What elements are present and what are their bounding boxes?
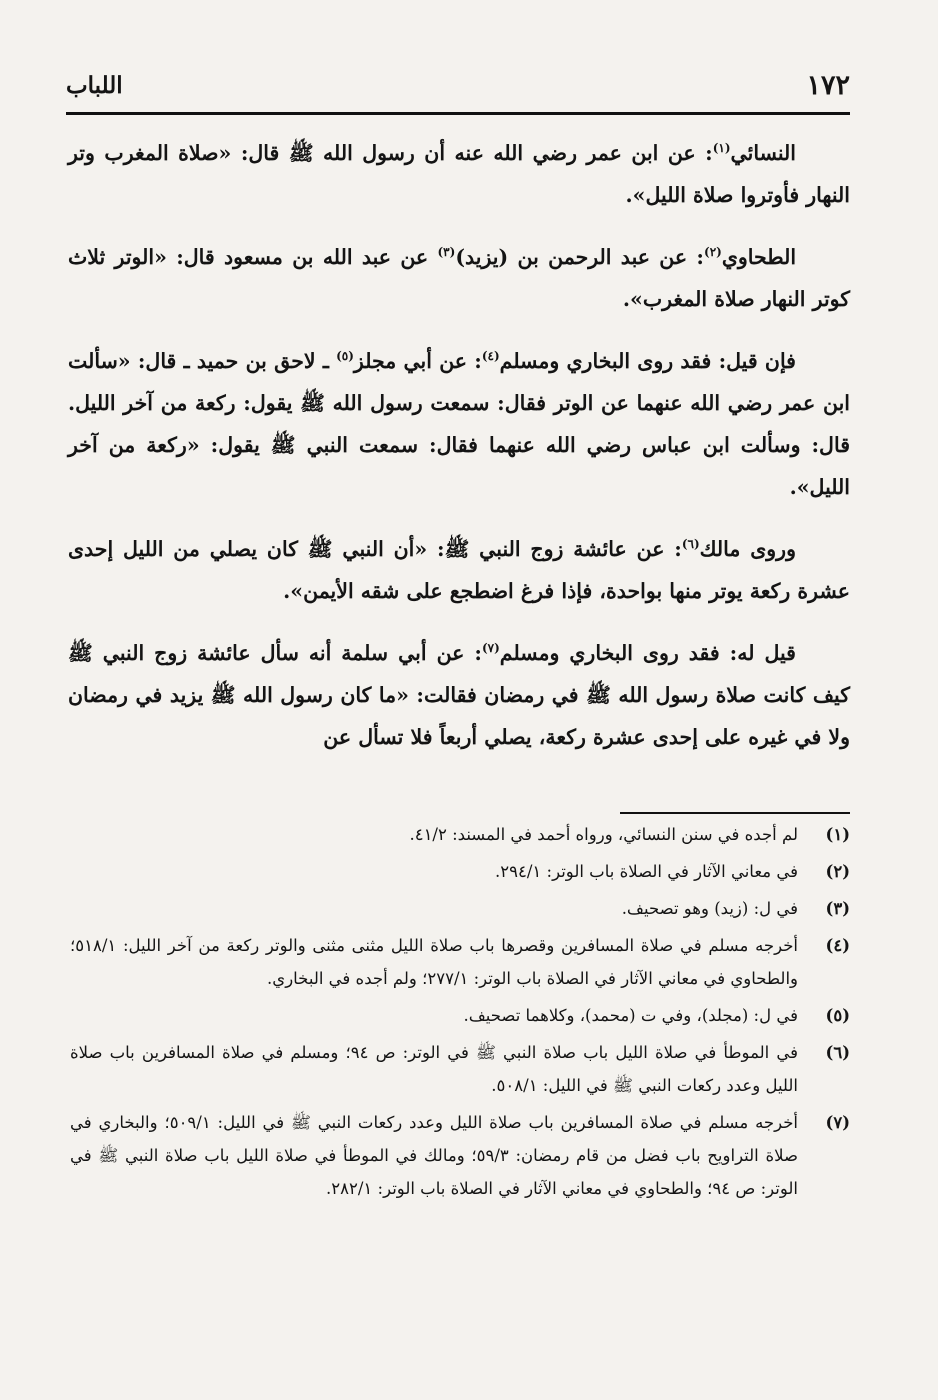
- paragraph-text: : عن ابن عمر رضي الله عنه أن رسول الله ﷺ قال: «صلاة المغرب وتر النهار فأوتروا صلاة الليل».: [68, 141, 850, 207]
- footnote-number: (٣): [825, 899, 850, 918]
- footnote-3: [70, 892, 850, 925]
- footnote-1: [70, 818, 850, 851]
- footnote-number: (١): [825, 825, 850, 844]
- footnote-2: [70, 855, 850, 888]
- footnote-text: لم أجده في سنن النسائي، ورواه أحمد في المسند: ٤١/٢.: [409, 825, 798, 844]
- footnote-number: (٧): [825, 1113, 850, 1132]
- paragraph-4: [68, 528, 850, 612]
- paragraph-text: ـ لاحق بن حميد ـ قال: «سألت ابن عمر رضي الله عنهما عن الوتر فقال: سمعت رسول الله ﷺ يقول: ركعة من آخر الليل. قال: وسألت ابن عباس رضي الله عنهما فقال: سمعت النبي ﷺ يقول: «ركعة من آخر الليل».: [68, 349, 850, 499]
- footnote-ref: (٧): [481, 641, 500, 655]
- paragraph-5: [68, 632, 850, 758]
- paragraph-text: النسائي: [730, 141, 796, 165]
- footnote-ref: (٦): [681, 537, 700, 551]
- footnote-number: (٢): [825, 862, 850, 881]
- footnote-5: [70, 999, 850, 1032]
- footnote-text: في ل: (مجلد)، وفي ت (محمد)، وكلاهما تصحيف.: [463, 1006, 798, 1025]
- page-header: [66, 64, 850, 108]
- footnote-text: أخرجه مسلم في صلاة المسافرين باب صلاة الليل وعدد ركعات النبي ﷺ في الليل: ٥٠٩/١؛ والبخاري في صلاة التراويح باب فضل من قام رمضان: ٥٩/٣؛ ومالك في الموطأ في صلاة الليل باب صلاة النبي ﷺ في الوتر: ص ٩٤؛ والطحاوي في معاني الآثار في الصلاة باب الوتر: ٢٨٢/١.: [70, 1113, 799, 1198]
- paragraph-text: قيل له: فقد روى البخاري ومسلم: [499, 641, 796, 665]
- header-rule: [66, 112, 850, 115]
- footnote-ref: (١): [712, 141, 731, 155]
- paragraph-text: : عن عبد الرحمن بن (يزيد): [455, 245, 704, 269]
- paragraph-text: وروى مالك: [699, 537, 796, 561]
- paragraph-3: [68, 340, 850, 508]
- paragraph-text: : عن عائشة زوج النبي ﷺ: «أن النبي ﷺ كان يصلي من الليل إحدى عشرة ركعة يوتر منها بواحدة، فإذا فرغ اضطجع على شقه الأيمن».: [68, 537, 850, 603]
- footnote-number: (٤): [825, 936, 850, 955]
- paragraph-text: فإن قيل: فقد روى البخاري ومسلم: [499, 349, 796, 373]
- footnote-text: في ل: (زيد) وهو تصحيف.: [621, 899, 798, 918]
- running-title: اللباب: [66, 72, 123, 99]
- footnote-6: [70, 1036, 850, 1102]
- footnote-4: [70, 929, 850, 995]
- footnote-text: في معاني الآثار في الصلاة باب الوتر: ٢٩٤/١.: [495, 862, 798, 881]
- paragraph-text: : عن أبي مجلز: [353, 349, 482, 373]
- footnote-number: (٥): [825, 1006, 850, 1025]
- footnotes: [70, 818, 850, 1209]
- paragraph-text: الطحاوي: [721, 245, 797, 269]
- footnote-separator: [620, 812, 850, 814]
- footnote-text: في الموطأ في صلاة الليل باب صلاة النبي ﷺ في الوتر: ص ٩٤؛ ومسلم في صلاة المسافرين باب صلاة الليل وعدد ركعات النبي ﷺ في الليل: ٥٠٨/١.: [70, 1043, 798, 1095]
- paragraph-1: [68, 132, 850, 216]
- footnote-7: [70, 1106, 850, 1205]
- footnote-ref: (٤): [481, 349, 500, 363]
- page-number: ١٧٢: [806, 70, 850, 101]
- paragraph-2: [68, 236, 850, 320]
- paragraph-text: : عن أبي سلمة أنه سأل عائشة زوج النبي ﷺ كيف كانت صلاة رسول الله ﷺ في رمضان فقالت: «ما كان رسول الله ﷺ يزيد في رمضان ولا في غيره على إحدى عشرة ركعة، يصلي أربعاً فلا تسأل عن: [68, 641, 850, 749]
- footnote-ref: (٣): [437, 245, 456, 259]
- footnote-text: أخرجه مسلم في صلاة المسافرين وقصرها باب صلاة الليل مثنى مثنى والوتر ركعة من آخر الليل: ٥١٨/١؛ والطحاوي في معاني الآثار في الصلاة باب الوتر: ٢٧٧/١؛ ولم أجده في البخاري.: [70, 936, 798, 988]
- footnote-ref: (٢): [704, 245, 722, 259]
- main-text: [68, 132, 850, 758]
- footnote-number: (٦): [825, 1043, 850, 1062]
- paragraph-text: عن عبد الله بن مسعود قال: «الوتر ثلاث كوتر النهار صلاة المغرب».: [68, 245, 850, 311]
- footnote-ref: (٥): [336, 349, 354, 363]
